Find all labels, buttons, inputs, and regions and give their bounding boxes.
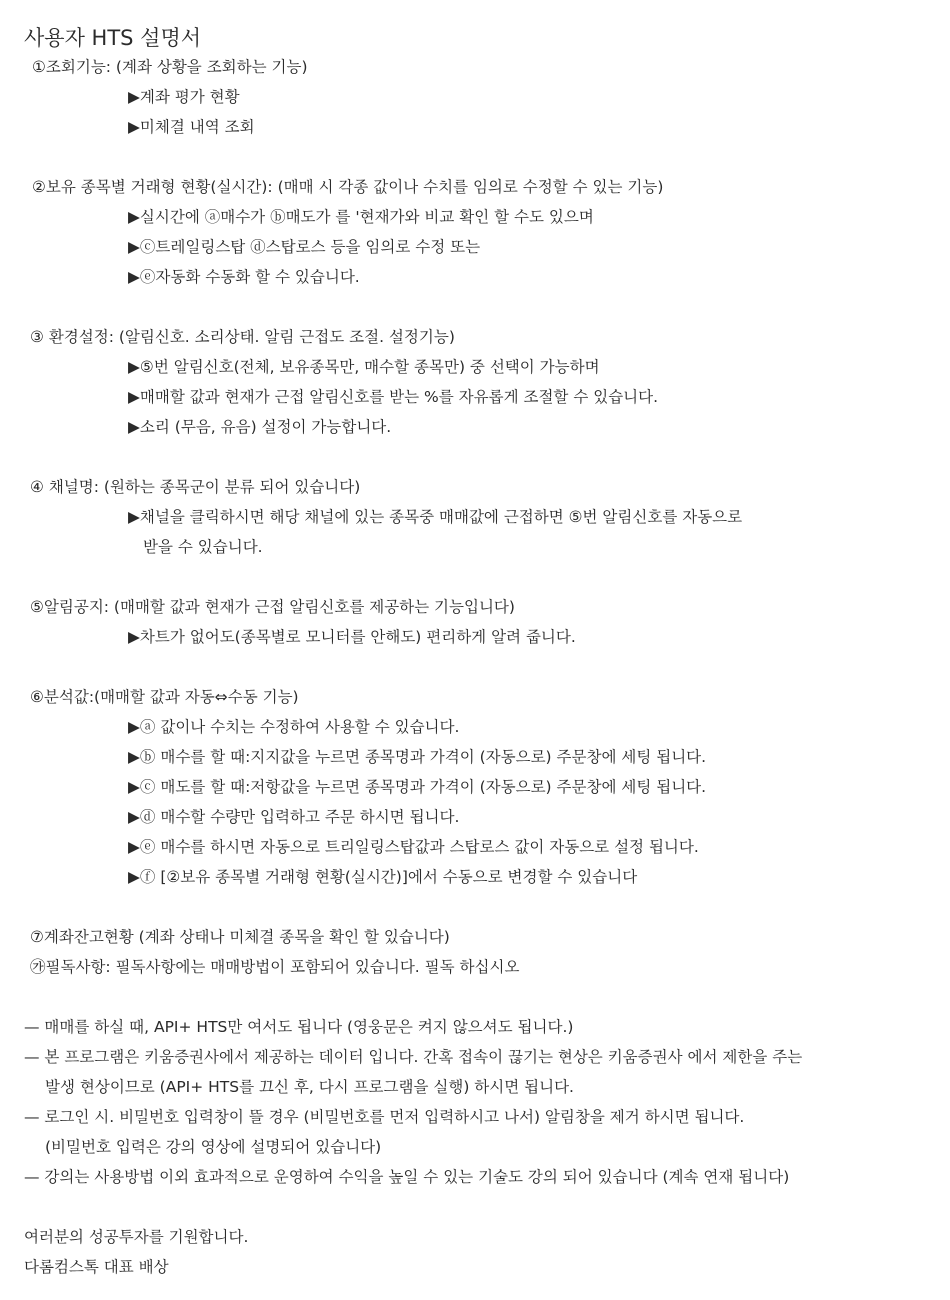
document-title: 사용자 HTS 설명서 — [24, 26, 202, 50]
note-continuation: 발생 현상이므로 (API+ HTS를 끄신 후, 다시 프로그램을 실행) 하시면 됩니다. — [45, 1078, 574, 1096]
section-3-item: ▶매매할 값과 현재가 근접 알림신호를 받는 %를 자유롭게 조절할 수 있습니다. — [128, 388, 659, 406]
section-2-heading: ②보유 종목별 거래형 현황(실시간): (매매 시 각종 값이나 수치를 임의로 수정할 수 있는 기능) — [32, 178, 664, 196]
section-3-heading: ③ 환경설정: (알림신호. 소리상태. 알림 근접도 조절. 설정기능) — [30, 328, 455, 346]
section-4-heading: ④ 채널명: (원하는 종목군이 분류 되어 있습니다) — [30, 478, 361, 496]
section-7-heading: ⑦계좌잔고현황 (계좌 상태나 미체결 종목을 확인 할 있습니다) — [30, 928, 450, 946]
section-6-heading: ⑥분석값:(매매할 값과 자동⇔수동 기능) — [30, 688, 299, 706]
section-ga-heading: ㉮필독사항: 필독사항에는 매매방법이 포함되어 있습니다. 필독 하십시오 — [30, 958, 520, 976]
note-line: — 본 프로그램은 키움증권사에서 제공하는 데이터 입니다. 간혹 접속이 끊기는 현상은 키움증권사 에서 제한을 주는 — [24, 1048, 803, 1066]
note-line: — 강의는 사용방법 이외 효과적으로 운영하여 수익을 높일 수 있는 기술도 강의 되어 있습니다 (계속 연재 됩니다) — [24, 1168, 790, 1186]
section-6-item: ▶ⓕ [②보유 종목별 거래형 현황(실시간)]에서 수동으로 변경할 수 있습니다 — [128, 868, 638, 886]
closing-signature: 다롬컴스톡 대표 배상 — [24, 1258, 169, 1276]
section-6-item: ▶ⓒ 매도를 할 때:저항값을 누르면 종목명과 가격이 (자동으로) 주문창에 세팅 됩니다. — [128, 778, 707, 796]
note-continuation: (비밀번호 입력은 강의 영상에 설명되어 있습니다) — [45, 1138, 382, 1156]
section-6-item: ▶ⓓ 매수할 수량만 입력하고 주문 하시면 됩니다. — [128, 808, 460, 826]
section-5-heading: ⑤알림공지: (매매할 값과 현재가 근접 알림신호를 제공하는 기능입니다) — [30, 598, 515, 616]
section-1-item: ▶계좌 평가 현황 — [128, 88, 240, 106]
section-3-item: ▶소리 (무음, 유음) 설정이 가능합니다. — [128, 418, 392, 436]
section-4-item: ▶채널을 클릭하시면 해당 채널에 있는 종목중 매매값에 근접하면 ⑤번 알림신호를 자동으로 — [128, 508, 743, 526]
note-line: — 매매를 하실 때, API+ HTS만 여서도 됩니다 (영웅문은 켜지 않으셔도 됩니다.) — [24, 1018, 574, 1036]
section-6-item: ▶ⓔ 매수를 하시면 자동으로 트리일링스탑값과 스탑로스 값이 자동으로 설정 됩니다. — [128, 838, 699, 856]
section-1-heading: ①조회기능: (계좌 상황을 조회하는 기능) — [32, 58, 308, 76]
section-5-item: ▶차트가 없어도(종목별로 모니터를 안해도) 편리하게 알려 줍니다. — [128, 628, 576, 646]
section-2-item: ▶ⓒ트레일링스탑 ⓓ스탑로스 등을 임의로 수정 또는 — [128, 238, 481, 256]
section-6-item: ▶ⓐ 값이나 수치는 수정하여 사용할 수 있습니다. — [128, 718, 460, 736]
section-3-item: ▶⑤번 알림신호(전체, 보유종목만, 매수할 종목만) 중 선택이 가능하며 — [128, 358, 600, 376]
section-2-item: ▶실시간에 ⓐ매수가 ⓑ매도가 를 '현재가와 비교 확인 할 수도 있으며 — [128, 208, 594, 226]
section-4-continuation: 받을 수 있습니다. — [143, 538, 263, 556]
section-2-item: ▶ⓔ자동화 수동화 할 수 있습니다. — [128, 268, 360, 286]
note-line: — 로그인 시. 비밀번호 입력창이 뜰 경우 (비밀번호를 먼저 입력하시고 나서) 알림창을 제거 하시면 됩니다. — [24, 1108, 745, 1126]
section-6-item: ▶ⓑ 매수를 할 때:지지값을 누르면 종목명과 가격이 (자동으로) 주문창에 세팅 됩니다. — [128, 748, 707, 766]
section-1-item: ▶미체결 내역 조회 — [128, 118, 255, 136]
closing-greeting: 여러분의 성공투자를 기원합니다. — [24, 1228, 249, 1246]
